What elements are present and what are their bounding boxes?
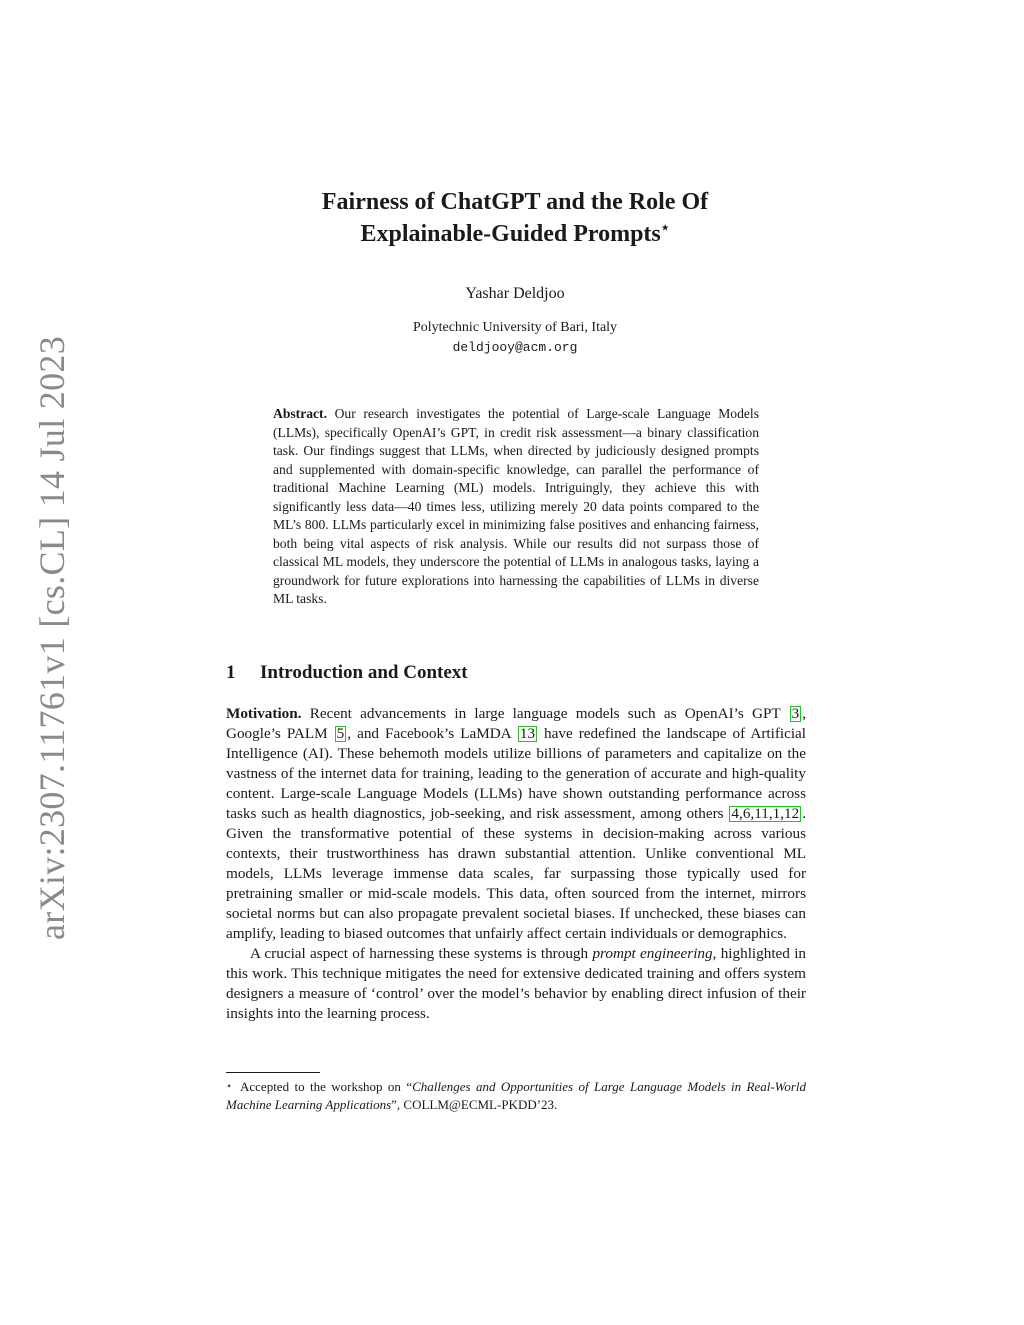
section-number: 1 [226,662,236,683]
section-title: Introduction and Context [260,662,468,683]
paragraph-prompt-engineering [226,944,806,1024]
paper-title [200,186,830,250]
footnote-mark: ⋆ [226,1081,233,1092]
citation-link[interactable]: 3 [791,705,800,722]
author-affiliation: Polytechnic University of Bari, Italy [412,320,618,335]
title-footnote-mark[interactable]: ⋆ [660,221,670,236]
introduction-body [226,704,806,1024]
paragraph-text: A crucial aspect of harnessing these systems is through [250,945,589,962]
abstract-label: Abstract. [273,406,327,421]
paragraph-text: , highlighted in this work. This technique mitigates the need for extensive dedicated training and offers system designers a measure of ‘control’ over the model’s behavior by enabling direct infusion of their insights into the learning process. [226,945,807,1022]
section-heading-introduction [226,660,806,686]
footnote-divider [226,1072,320,1073]
motivation-label: Motivation. [226,705,302,722]
footnote-workshop-title: Challenges and Opportunities of Large Language Models in Real-World Machine Learning Applications [226,1079,806,1112]
citation-link[interactable]: 5 [336,725,345,742]
footnote-text: Accepted to the workshop on “ [240,1079,413,1094]
paragraph-text: . Given the transformative potential of these systems in decision-making across various contexts, their trustworthiness has drawn substantial attention. Unlike conventional ML models, LLMs leverage immense data scales, far surpassing those typically used for pretraining smaller or mid-scale models. This data, often sourced from the internet, mirrors societal norms but can also propagate prevalent societal biases. If unchecked, these biases can amplify, leading to biased outcomes that unfairly affect certain individuals or demographics. [226,805,806,942]
title-line-1: Fairness of ChatGPT and the Role Of [321,189,709,215]
emphasis-prompt-engineering: prompt engineering [592,945,713,962]
arxiv-identifier-stamp: arXiv:2307.11761v1 [cs.CL] 14 Jul 2023 [32,335,72,940]
paragraph-motivation [226,704,806,944]
citation-link[interactable]: 4,6,11,1,12 [731,805,800,822]
footnote-text: ”, COLLM@ECML-PKDD’23. [391,1096,558,1112]
abstract-text: Our research investigates the potential of Large-scale Language Models (LLMs), specifically OpenAI’s GPT, in credit risk assessment—a binary classification task. Our findings suggest that LLMs, when directed by judiciously designed prompts and supplemented with domain-specific knowledge, can parallel the performance of traditional Machine Learning (ML) models. Intriguingly, they achieve this with significantly less data—40 times less, utilizing merely 20 data points compared to the ML’s 800. LLMs particularly excel in minimizing false positives and enhancing fairness, both being vital aspects of risk analysis. While our results did not surpass those of classical ML models, they underscore the potential of LLMs in analogous tasks, laying a groundwork for future explorations into harnessing the capabilities of LLMs in diverse ML tasks. [273,406,759,606]
paragraph-text: , and Facebook’s LaMDA [347,725,511,742]
title-line-2: Explainable-Guided Prompts [360,221,661,247]
paragraph-text: Recent advancements in large language models such as OpenAI’s GPT [309,705,781,722]
citation-link[interactable]: 13 [519,725,536,742]
author-name: Yashar Deldjoo [465,285,565,302]
paragraph-text: , Google’s PALM [226,705,807,742]
paragraph-text: have redefined the landscape of Artificial Intelligence (AI). These behemoth models utilize billions of parameters and capitalize on the vastness of the internet data for training, leading to the generation of accurate and high-quality content. Large-scale Language Models (LLMs) have shown outstanding performance across tasks such as health diagnostics, job-seeking, and risk assessment, among others [226,725,807,822]
author-email[interactable]: deldjooy@acm.org [452,340,578,355]
abstract [273,405,759,609]
footnote [226,1078,806,1113]
